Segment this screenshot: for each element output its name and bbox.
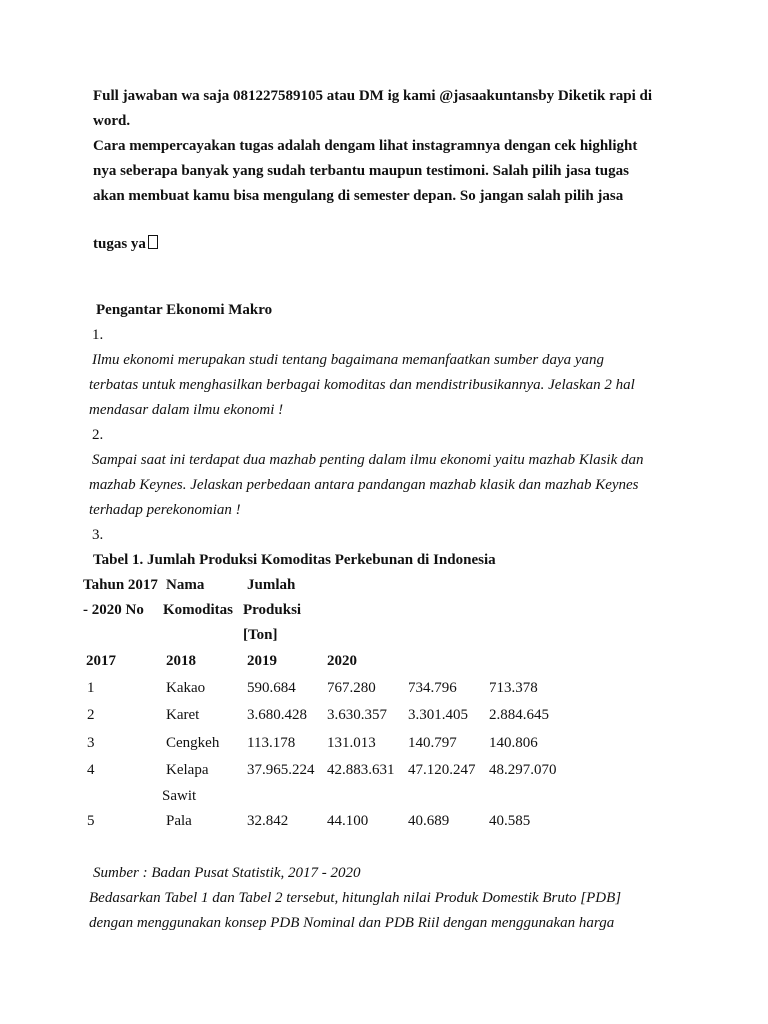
intro-line-6 (93, 234, 158, 254)
followup-line-1: Bedasarkan Tabel 1 dan Tabel 2 tersebut, hitunglah nilai Produk Domestik Bruto [PDB] (89, 890, 622, 906)
table-year-2017: 2017 (86, 653, 116, 669)
table-row-2-v2: 3.630.357 (327, 707, 387, 723)
table-row-1-v3: 734.796 (408, 680, 457, 696)
intro-line-4: nya seberapa banyak yang sudah terbantu maupun testimoni. Salah pilih jasa tugas (93, 163, 629, 179)
missing-glyph-icon (148, 235, 158, 249)
table-year-2018: 2018 (166, 653, 196, 669)
table-row-3-v3: 140.797 (408, 735, 457, 751)
table-row-1-name: Kakao (166, 680, 206, 696)
table-row-4-name-2: Sawit (162, 788, 197, 804)
table-row-5-no: 5 (87, 813, 95, 829)
question-1-line-3: mendasar dalam ilmu ekonomi ! (89, 402, 284, 418)
table-year-2020: 2020 (327, 653, 357, 669)
table-row-4-v2: 42.883.631 (327, 762, 395, 778)
table-row-1-v1: 590.684 (247, 680, 296, 696)
table-row-4-no: 4 (87, 762, 95, 778)
table-row-4-name: Kelapa (166, 762, 209, 778)
question-2-number: 2. (92, 427, 104, 443)
table-row-2-v1: 3.680.428 (247, 707, 307, 723)
table-row-5-name: Pala (166, 813, 192, 829)
table-row-5-v4: 40.585 (489, 813, 531, 829)
question-2-line-3: terhadap perekonomian ! (89, 502, 241, 518)
followup-line-2: dengan menggunakan konsep PDB Nominal dan PDB Riil dengan menggunakan harga (89, 915, 615, 931)
table-row-3-name: Cengkeh (166, 735, 220, 751)
table-row-3-v1: 113.178 (247, 735, 296, 751)
table-row-5-v3: 40.689 (408, 813, 450, 829)
table-header-qty-3: [Ton] (243, 627, 278, 643)
table-row-1-v2: 767.280 (327, 680, 376, 696)
table-row-2-no: 2 (87, 707, 95, 723)
table-row-4-v1: 37.965.224 (247, 762, 315, 778)
table-row-3-v2: 131.013 (327, 735, 376, 751)
table-row-1-no: 1 (87, 680, 95, 696)
intro-line-1: Full jawaban wa saja 081227589105 atau DM ig kami @jasaakuntansby Diketik rapi di (93, 88, 653, 104)
table-row-5-v2: 44.100 (327, 813, 369, 829)
intro-line-6-text: tugas ya (93, 236, 146, 252)
table-header-year-no-1: Tahun 2017 (83, 577, 158, 593)
intro-line-3: Cara mempercayakan tugas adalah dengam lihat instagramnya dengan cek highlight (93, 138, 638, 154)
table-row-1-v4: 713.378 (489, 680, 538, 696)
table-row-3-v4: 140.806 (489, 735, 538, 751)
intro-line-2: word. (93, 113, 131, 129)
table-header-name-2: Komoditas (163, 602, 234, 618)
table-row-3-no: 3 (87, 735, 95, 751)
question-1-line-2: terbatas untuk menghasilkan berbagai komoditas dan mendistribusikannya. Jelaskan 2 hal (89, 377, 635, 393)
question-1-number: 1. (92, 327, 104, 343)
question-2-line-2: mazhab Keynes. Jelaskan perbedaan antara pandangan mazhab klasik dan mazhab Keynes (89, 477, 639, 493)
course-title: Pengantar Ekonomi Makro (96, 302, 273, 318)
table-row-4-v3: 47.120.247 (408, 762, 476, 778)
table-row-2-v4: 2.884.645 (489, 707, 549, 723)
table-caption: Tabel 1. Jumlah Produksi Komoditas Perkebunan di Indonesia (93, 552, 496, 568)
table-row-2-v3: 3.301.405 (408, 707, 468, 723)
table-source: Sumber : Badan Pusat Statistik, 2017 - 2020 (93, 865, 361, 881)
question-3-number: 3. (92, 527, 104, 543)
table-header-qty-1: Jumlah (247, 577, 296, 593)
table-year-2019: 2019 (247, 653, 277, 669)
table-row-5-v1: 32.842 (247, 813, 289, 829)
table-header-name-1: Nama (166, 577, 205, 593)
table-row-4-v4: 48.297.070 (489, 762, 557, 778)
table-header-qty-2: Produksi (243, 602, 302, 618)
table-row-2-name: Karet (166, 707, 200, 723)
intro-line-5: akan membuat kamu bisa mengulang di semester depan. So jangan salah pilih jasa (93, 188, 624, 204)
question-1-line-1: Ilmu ekonomi merupakan studi tentang bagaimana memanfaatkan sumber daya yang (92, 352, 605, 368)
question-2-line-1: Sampai saat ini terdapat dua mazhab penting dalam ilmu ekonomi yaitu mazhab Klasik dan (92, 452, 644, 468)
table-header-year-no-2: - 2020 No (83, 602, 144, 618)
